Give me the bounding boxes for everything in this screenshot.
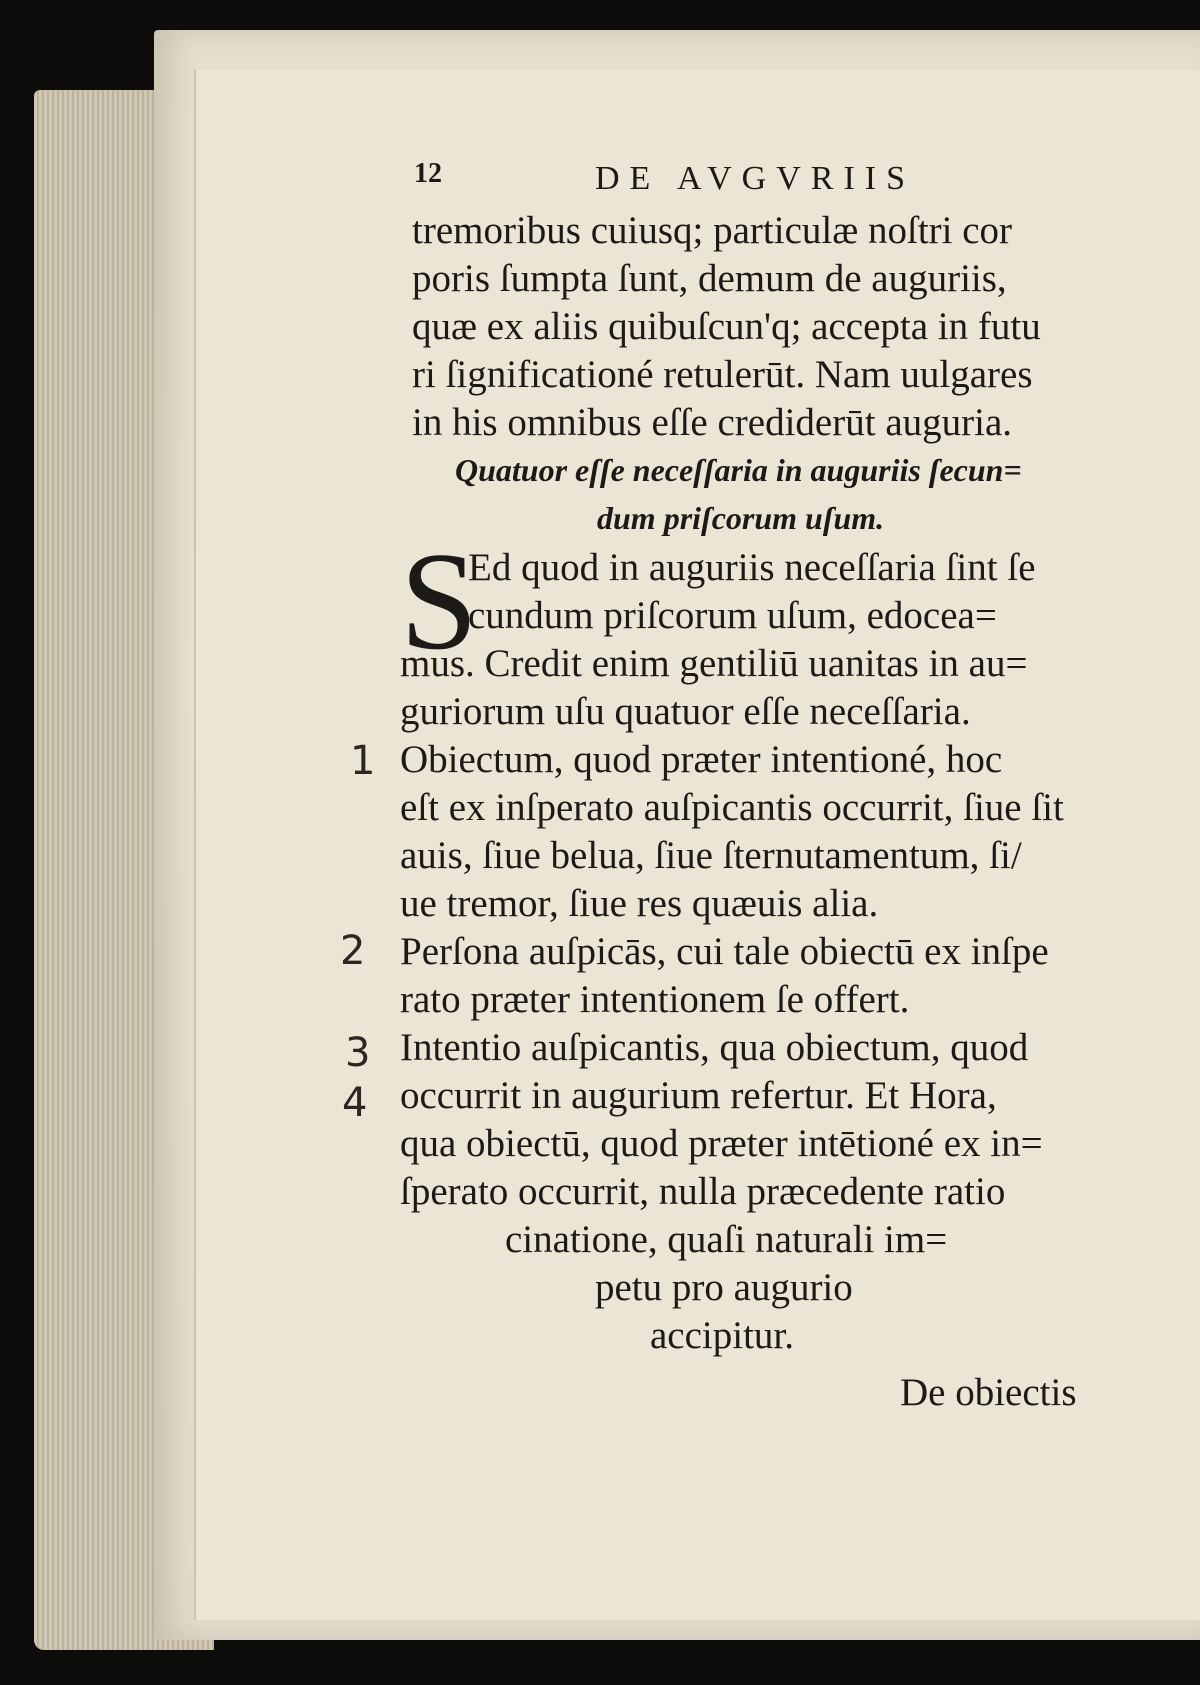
catchword: De obiectis xyxy=(900,1371,1077,1414)
text-line: ri ſignificationé retulerūt. Nam uulgares xyxy=(412,353,1033,396)
text-line: guriorum uſu quatuor eſſe neceſſaria. xyxy=(400,690,971,733)
page-number: 12 xyxy=(414,158,442,189)
text-line: cinatione, quaſi naturali im= xyxy=(505,1218,948,1261)
text-line: mus. Credit enim gentiliū uanitas in au= xyxy=(400,642,1028,685)
text-line: Perſona auſpicās, cui tale obiectū ex inſpe xyxy=(400,930,1049,973)
text-line: auis, ſiue belua, ſiue ſternutamentum, ſi/ xyxy=(400,834,1022,877)
text-line: eſt ex inſperato auſpicantis occurrit, ſiue ſit xyxy=(400,786,1064,829)
text-line: Ed quod in auguriis neceſſaria ſint ſe xyxy=(468,546,1036,589)
text-line: in his omnibus eſſe crediderūt auguria. xyxy=(412,401,1013,444)
rubric-line: Quatuor eſſe neceſſaria in auguriis ſecun= xyxy=(455,452,1022,488)
text-line: rato præter intentionem ſe offert. xyxy=(400,978,910,1021)
text-line: ſperato occurrit, nulla præcedente ratio xyxy=(400,1170,1006,1213)
margin-number: 4 xyxy=(342,1080,368,1126)
text-line: Intentio auſpicantis, qua obiectum, quod xyxy=(400,1026,1029,1069)
text-line: occurrit in augurium refertur. Et Hora, xyxy=(400,1074,997,1117)
text-line: cundum priſcorum uſum, edocea= xyxy=(468,594,997,637)
margin-number: 3 xyxy=(345,1030,371,1076)
rubric-line: dum priſcorum uſum. xyxy=(597,500,885,536)
dropcap: S xyxy=(400,524,478,679)
text-line: qua obiectū, quod præter intētioné ex in= xyxy=(400,1122,1043,1165)
text-line: accipitur. xyxy=(650,1314,795,1357)
text-line: tremoribus cuiusq; particulæ noſtri cor xyxy=(412,209,1013,252)
margin-number: 1 xyxy=(350,738,376,784)
running-title: DE AVGVRIIS xyxy=(595,160,916,197)
text-line: poris ſumpta ſunt, demum de auguriis, xyxy=(412,257,1007,300)
margin-number: 2 xyxy=(340,928,366,974)
text-line: ue tremor, ſiue res quæuis alia. xyxy=(400,882,879,925)
text-line: Obiectum, quod præter intentioné, hoc xyxy=(400,738,1003,781)
text-line: quæ ex aliis quibuſcun'q; accepta in futu xyxy=(412,305,1041,348)
text-line: petu pro augurio xyxy=(595,1266,853,1309)
